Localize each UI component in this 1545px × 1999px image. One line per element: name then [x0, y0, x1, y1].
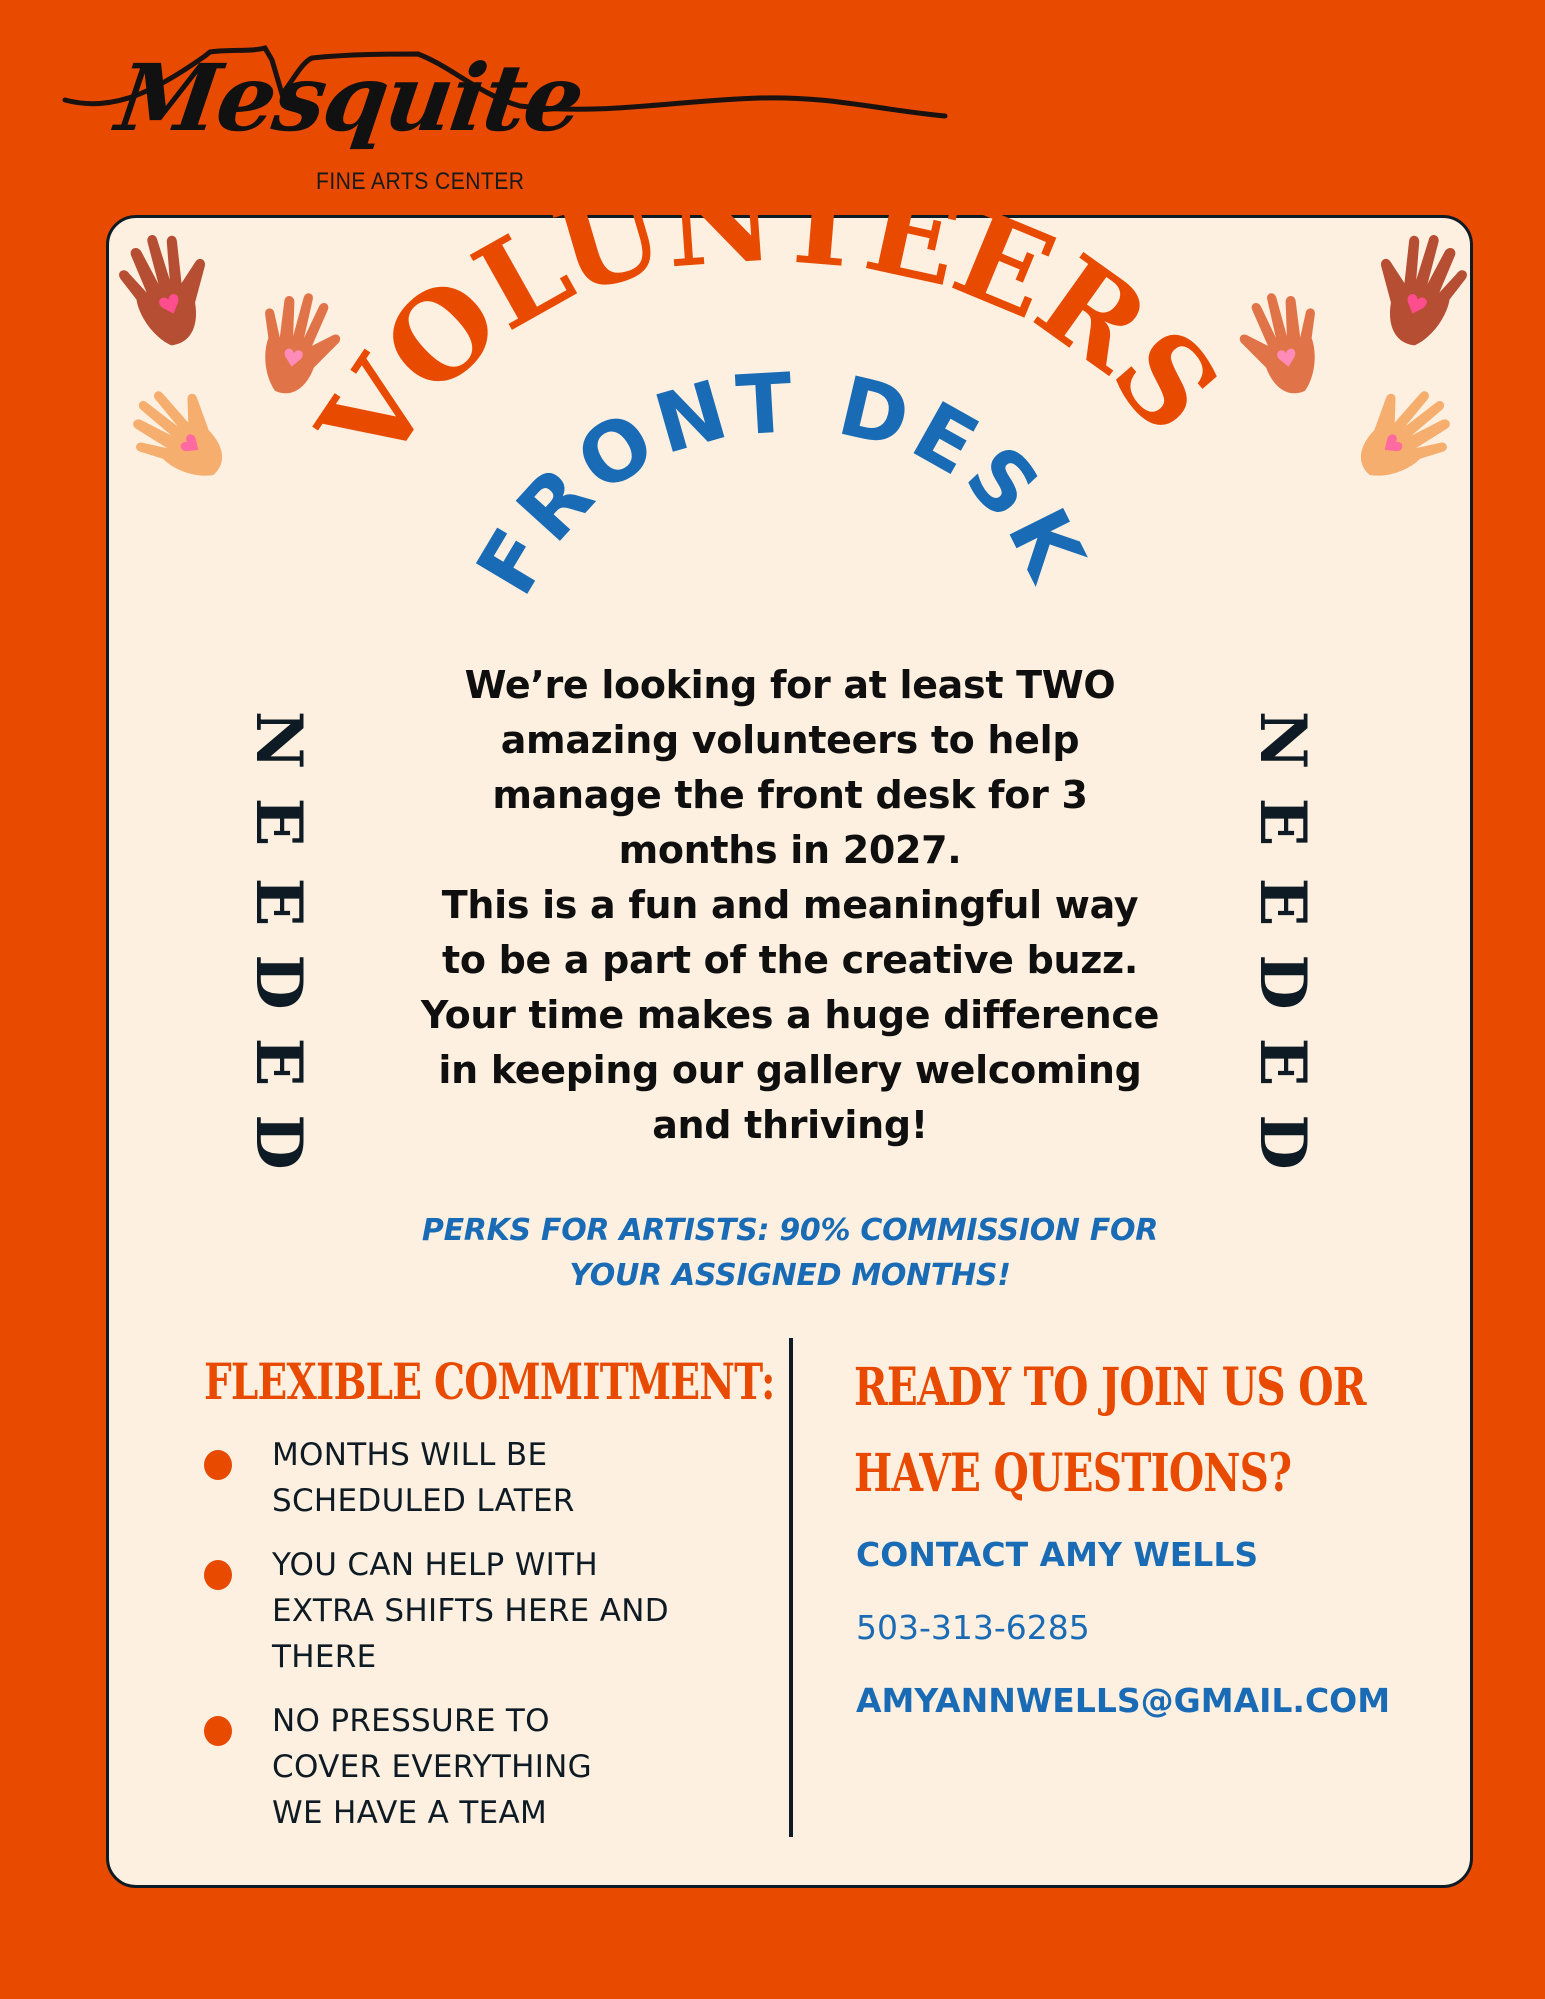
- description-line: months in 2027.: [618, 828, 962, 872]
- description-line: Your time makes a huge difference: [420, 993, 1160, 1037]
- list-item-line: MONTHS WILL BE: [272, 1437, 548, 1473]
- description-line: and thriving!: [652, 1103, 928, 1147]
- perks-note: [390, 1208, 1190, 1298]
- needed-letter: N: [241, 710, 316, 770]
- contact-email[interactable]: AMYANNWELLS@GMAIL.COM: [856, 1681, 1391, 1720]
- list-item-line: EXTRA SHIFTS HERE AND: [272, 1593, 669, 1629]
- description-line: amazing volunteers to help: [500, 718, 1080, 762]
- needed-letter: D: [241, 1114, 316, 1170]
- needed-letter: D: [241, 954, 316, 1010]
- list-item: [204, 1432, 764, 1524]
- description-line: We’re looking for at least TWO: [464, 663, 1116, 707]
- list-item-line: WE HAVE A TEAM: [272, 1795, 548, 1831]
- list-item-line: YOU CAN HELP WITH: [272, 1547, 598, 1583]
- contact-heading-line: READY TO JOIN US OR: [854, 1357, 1366, 1418]
- needed-letter: D: [1245, 954, 1320, 1010]
- needed-letter: E: [241, 1037, 316, 1087]
- description-line: to be a part of the creative buzz.: [441, 938, 1138, 982]
- perks-line: PERKS FOR ARTISTS: 90% COMMISSION FOR: [421, 1213, 1159, 1248]
- list-item-line: NO PRESSURE TO: [272, 1703, 550, 1739]
- logo-wordmark: Mesquite: [110, 44, 589, 152]
- description-line: manage the front desk for 3: [492, 773, 1088, 817]
- bullet-dot-icon: [204, 1560, 232, 1590]
- needed-letter: E: [1245, 797, 1320, 847]
- logo-subtitle: FINE ARTS CENTER: [316, 168, 525, 195]
- title-volunteers: VOLUNTEERS: [291, 148, 1246, 490]
- title-front-desk: FRONT DESK: [459, 355, 1105, 611]
- needed-letter: E: [241, 877, 316, 927]
- contact-phone[interactable]: 503-313-6285: [856, 1608, 1090, 1647]
- needed-letter: E: [1245, 1037, 1320, 1087]
- description-line: in keeping our gallery welcoming: [438, 1048, 1142, 1092]
- contact-name: CONTACT AMY WELLS: [856, 1535, 1259, 1574]
- contact-heading-line: HAVE QUESTIONS?: [854, 1443, 1292, 1504]
- list-item-line: SCHEDULED LATER: [272, 1483, 575, 1519]
- needed-label-right: [1245, 710, 1320, 1180]
- commitment-list: [204, 1432, 764, 1854]
- list-item-line: THERE: [272, 1639, 377, 1675]
- description-paragraph: [390, 658, 1190, 1153]
- needed-label-left: [241, 710, 316, 1180]
- needed-letter: N: [1245, 710, 1320, 770]
- bullet-dot-icon: [204, 1450, 232, 1480]
- contact-heading: [854, 1345, 1366, 1517]
- perks-line: YOUR ASSIGNED MONTHS!: [569, 1258, 1011, 1293]
- list-item: [204, 1542, 764, 1680]
- needed-letter: E: [241, 797, 316, 847]
- arched-title: [0, 0, 1545, 700]
- flexible-commitment-heading: FLEXIBLE COMMITMENT:: [204, 1352, 775, 1411]
- bullet-dot-icon: [204, 1716, 232, 1746]
- needed-letter: E: [1245, 877, 1320, 927]
- list-item-line: COVER EVERYTHING: [272, 1749, 592, 1785]
- list-item: [204, 1698, 764, 1836]
- contact-info: [856, 1518, 1390, 1737]
- description-line: This is a fun and meaningful way: [441, 883, 1139, 927]
- needed-letter: D: [1245, 1114, 1320, 1170]
- column-divider: [789, 1338, 793, 1837]
